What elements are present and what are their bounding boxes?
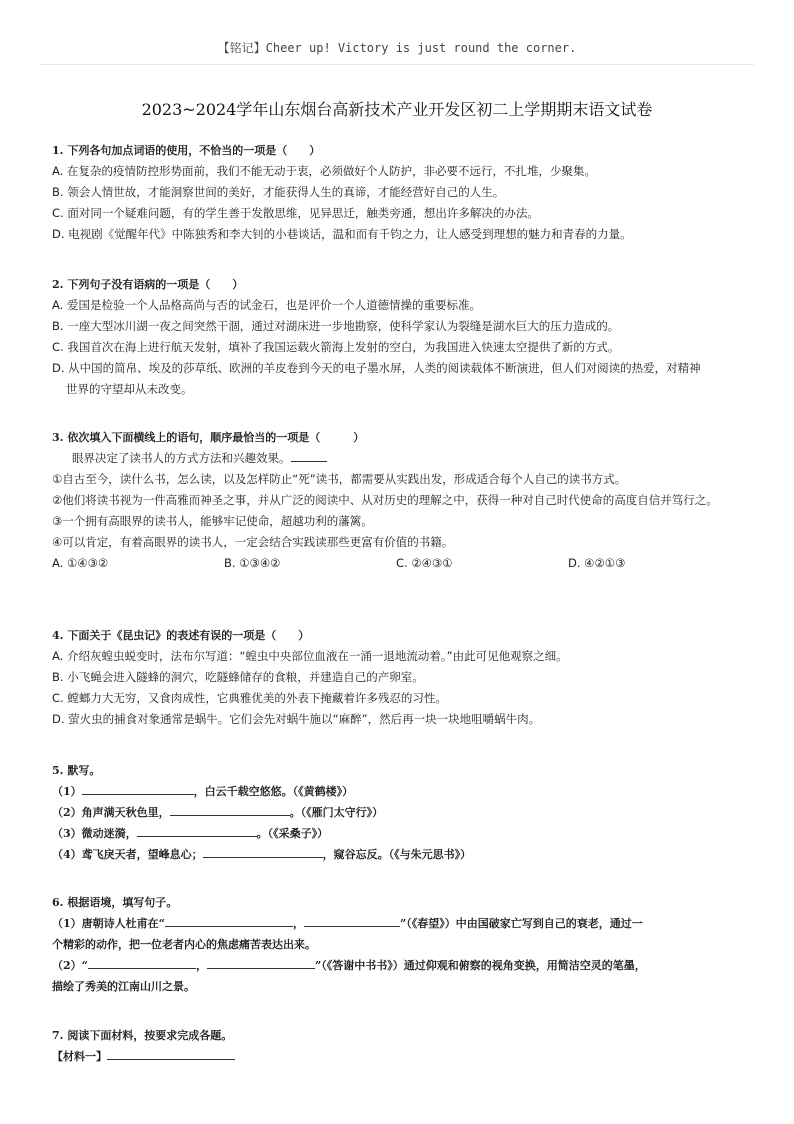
question-6-blank-2a[interactable] (88, 955, 196, 969)
question-6 (52, 892, 742, 997)
question-5-item-2 (52, 802, 742, 823)
question-3-sentence-3: ③一个拥有高眼界的读书人，能够牢记使命，超越功利的藩篱。 (52, 514, 373, 528)
question-1-option-a: A. 在复杂的疫情防控形势面前，我们不能无动于衷，必须做好个人防护，非必要不远行，不扎堆，少聚集。 (52, 164, 596, 178)
page-header-motto: 【铭记】Cheer up! Victory is just round the corner. (217, 41, 577, 55)
question-1-option-b: B. 领会人情世故，才能洞察世间的美好，才能获得人生的真谛，才能经营好自己的人生。 (52, 185, 505, 199)
question-3-choice-b: B. ①③④② (224, 556, 281, 570)
question-6-item-1 (52, 913, 742, 934)
question-3-answer-blank[interactable] (291, 448, 327, 462)
question-6-item-2-prefix: （2）“ (52, 959, 88, 972)
question-6-item-2 (52, 955, 742, 976)
question-5-blank-2[interactable] (170, 802, 290, 816)
question-6-item-2-continued: 描绘了秀美的江南山川之景。 (52, 980, 195, 993)
question-5-item-3 (52, 823, 742, 844)
question-3 (52, 427, 742, 574)
question-5 (52, 760, 742, 865)
question-3-stem: 3. 依次填入下面横线上的语句，顺序最恰当的一项是（ ） (52, 431, 365, 444)
question-2 (52, 274, 742, 400)
question-6-stem: 6. 根据语境，填写句子。 (52, 896, 178, 909)
question-3-choice-a: A. ①④③② (52, 556, 109, 570)
question-2-option-c: C. 我国首次在海上进行航天发射，填补了我国运载火箭海上发射的空白，为我国进入快速太空提供了新的方式。 (52, 340, 620, 354)
question-5-item-2-suffix: 。（《雁门太守行》） (289, 806, 384, 819)
question-1-option-c: C. 面对同一个疑难问题，有的学生善于发散思维，见异思迁，触类旁通，想出许多解决的办法。 (52, 206, 539, 220)
question-3-sentence-2: ②他们将读书视为一件高雅而神圣之事，并从广泛的阅读中、从对历史的理解之中，获得一种对自己时代使命的高度自信并笃行之。 (52, 493, 718, 507)
question-2-stem: 2. 下列句子没有语病的一项是（ ） (52, 278, 244, 291)
question-7-stem: 7. 阅读下面材料，按要求完成各题。 (52, 1029, 233, 1042)
exam-title: 2023~2024学年山东烟台高新技术产业开发区初二上学期期末语文试卷 (141, 100, 653, 119)
question-4-option-c: C. 螳螂力大无穷，又食肉成性，它典雅优美的外表下掩藏着许多残忍的习性。 (52, 691, 447, 705)
question-2-option-a: A. 爱国是检验一个人品格高尚与否的试金石，也是评价一个人道德情操的重要标准。 (52, 298, 481, 312)
question-5-item-4 (52, 844, 742, 865)
question-2-option-d-continued: 世界的守望却从未改变。 (66, 382, 193, 396)
question-7-material-label: 【材料一】 (52, 1050, 107, 1063)
question-6-blank-1a[interactable] (165, 913, 293, 927)
question-2-option-b: B. 一座大型冰川湖一夜之间突然干涸，通过对湖床进一步地勘察，使科学家认为裂缝是湖水巨大的压力造成的。 (52, 319, 620, 333)
question-3-choice-c: C. ②④③① (396, 556, 453, 570)
question-6-item-2-comma: ， (195, 959, 207, 972)
header-divider (40, 64, 754, 65)
question-7-material-1 (52, 1046, 742, 1067)
question-5-item-1-prefix: （1） (52, 785, 82, 798)
question-4-option-a: A. 介绍灰蝗虫蜕变时，法布尔写道：“蝗虫中央部位血液在一涌一退地流动着。”由此可见他观察之细。 (52, 649, 568, 663)
question-5-item-4-prefix: （4）鸢飞戾天者，望峰息心； (52, 848, 203, 861)
question-4-option-d: D. 萤火虫的捕食对象通常是蜗牛。它们会先对蜗牛施以“麻醉”，然后再一块一块地咀嚼蜗牛肉。 (52, 712, 541, 726)
question-5-item-3-suffix: 。（《采桑子》） (256, 827, 329, 840)
question-5-blank-1[interactable] (82, 781, 194, 795)
question-5-blank-4[interactable] (203, 844, 323, 858)
question-3-intro-text: 眼界决定了读书人的方式方法和兴趣效果。 (72, 451, 291, 465)
question-3-choice-d: D. ④②①③ (568, 556, 626, 570)
question-6-item-1-comma: ， (292, 917, 304, 930)
question-6-blank-2b[interactable] (207, 955, 315, 969)
question-3-intro (52, 448, 742, 469)
question-5-blank-3[interactable] (137, 823, 257, 837)
question-3-choices (52, 553, 742, 574)
question-6-item-1-prefix: （1）唐朝诗人杜甫在“ (52, 917, 165, 930)
question-3-sentence-1: ①自古至今，读什么书，怎么读，以及怎样防止“死”读书，都需要从实践出发，形成适合每个人自己的读书方式。 (52, 472, 627, 486)
question-5-item-3-prefix: （3）微动迷漪， (52, 827, 137, 840)
question-7-material-blank[interactable] (107, 1046, 235, 1060)
question-5-stem: 5. 默写。 (52, 764, 101, 777)
question-6-item-2-suffix: ”（《答谢中书书》）通过仰观和俯察的视角变换，用简洁空灵的笔墨， (314, 959, 646, 972)
question-7 (52, 1025, 742, 1067)
question-6-blank-1b[interactable] (304, 913, 400, 927)
question-5-item-1-suffix: ，白云千载空悠悠。（《黄鹤楼》） (193, 785, 354, 798)
question-4-stem: 4. 下面关于《昆虫记》的表述有误的一项是（ ） (52, 629, 310, 642)
question-4-option-b: B. 小飞蝇会进入隧蜂的洞穴，吃隧蜂储存的食粮，并建造自己的产卵室。 (52, 670, 424, 684)
question-2-option-d: D. 从中国的简帛、埃及的莎草纸、欧洲的羊皮卷到今天的电子墨水屏，人类的阅读载体不断演进，但人们对阅读的热爱，对精神 (52, 361, 701, 375)
question-1-stem: 1. 下列各句加点词语的使用，不恰当的一项是（ ） (52, 144, 321, 157)
question-5-item-2-prefix: （2）角声满天秋色里， (52, 806, 170, 819)
question-3-sentence-4: ④可以肯定，有着高眼界的读书人，一定会结合实践读那些更富有价值的书籍。 (52, 535, 454, 549)
question-5-item-4-suffix: ，窥谷忘反。（《与朱元思书》） (322, 848, 472, 861)
question-6-item-1-suffix: ”（《春望》）中由国破家亡写到自己的衰老，通过一 (399, 917, 643, 930)
question-6-item-1-continued: 个精彩的动作，把一位老者内心的焦虑痛苦表达出来。 (52, 938, 316, 951)
question-4 (52, 625, 742, 730)
question-5-item-1 (52, 781, 742, 802)
question-1-option-d: D. 电视剧《觉醒年代》中陈独秀和李大钊的小巷谈话，温和而有千钧之力，让人感受到理想的魅力和青春的力量。 (52, 227, 632, 241)
question-1 (52, 140, 742, 245)
